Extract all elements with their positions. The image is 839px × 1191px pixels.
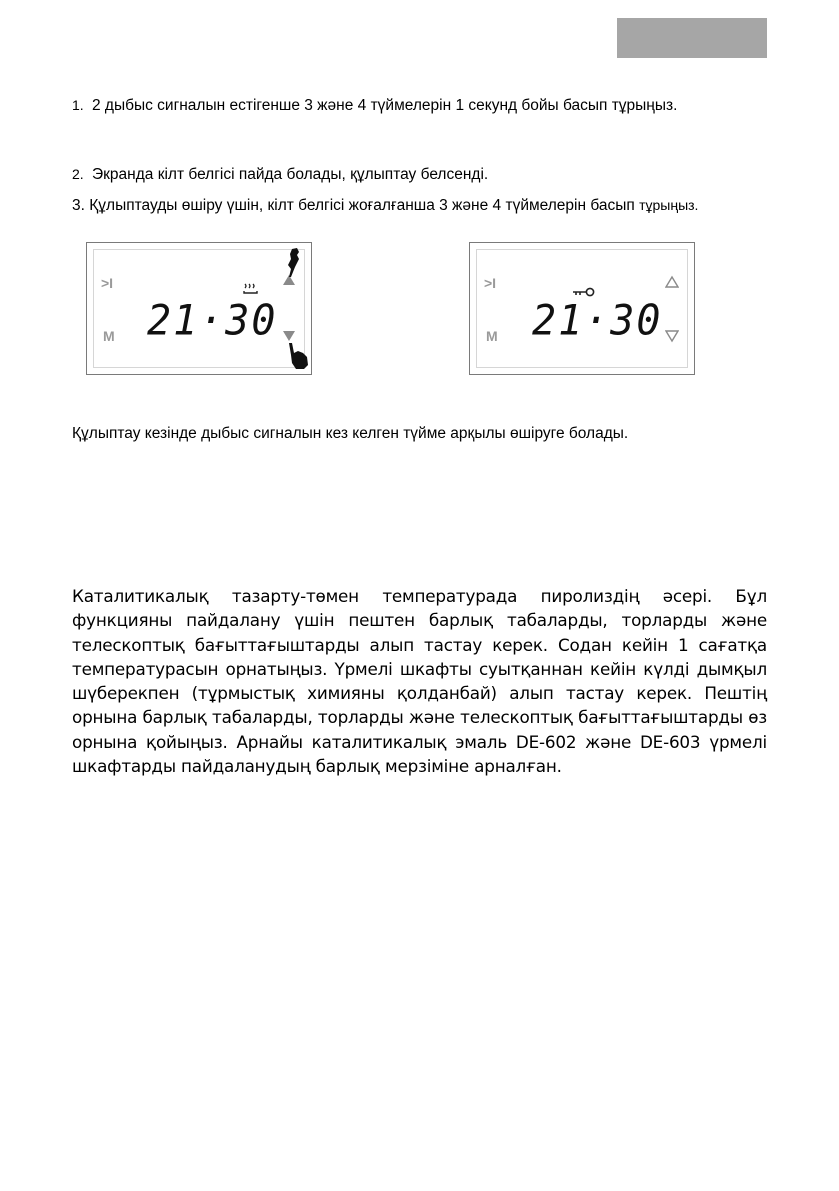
mode-label: M	[486, 328, 498, 344]
step-3-tail: тұрыңыз.	[639, 197, 699, 213]
step-1-number: 1.	[72, 97, 84, 113]
finger-press-up-icon	[280, 247, 304, 279]
heating-icon	[243, 283, 259, 295]
step-3-text: Құлыптауды өшіру үшін, кілт белгісі жоғалғанша 3 және 4 түймелерін басып	[89, 197, 635, 214]
step-1	[72, 96, 772, 115]
skip-label: >I	[101, 275, 114, 291]
step-3-number: 3.	[72, 197, 85, 214]
finger-press-down-icon	[285, 341, 311, 371]
step-2-number: 2.	[72, 166, 84, 182]
display-panel-locked	[469, 242, 695, 375]
up-arrow-icon	[665, 275, 679, 289]
mode-label: M	[103, 328, 115, 344]
step-1-text: 2 дыбыс сигналын естігенше 3 және 4 түймелерін 1 секунд бойы басып тұрыңыз.	[92, 97, 678, 114]
catalytic-cleaning-paragraph: Каталитикалық тазарту-төмен температурада пиролиздің әсері. Бұл функцияны пайдалану үшін пештен барлық табаларды, торларды және телескоптық бағыттағыштарды алып тастау керек. Содан кейін 1 сағатқа температурасын орнатыңыз. Үрмелі шкафты суытқаннан кейін күлді дымқыл шүберекпен (тұрмыстық химияны қолданбай) алып тастау керек. Пештің орнына барлық табаларды, торларды және телескоптық бағыттағыштарды өз орнына қойыңыз. Арнайы каталитикалық эмаль DE-602 және DE-603 үрмелі шкафтарды пайдаланудың барлық мерзіміне арналған.	[72, 586, 767, 777]
time-readout: 21·30	[147, 296, 278, 346]
key-icon	[572, 287, 596, 297]
step-2	[72, 165, 772, 184]
header-tab	[617, 18, 767, 58]
step-3	[72, 196, 712, 215]
lock-note: Құлыптау кезінде дыбыс сигналын кез келген түйме арқылы өшіруге болады.	[72, 425, 629, 442]
down-arrow-icon	[665, 329, 679, 343]
step-2-text: Экранда кілт белгісі пайда болады, құлыптау белсенді.	[92, 166, 489, 183]
time-readout: 21·30	[532, 296, 663, 346]
skip-label: >I	[484, 275, 497, 291]
display-panel-locking	[86, 242, 312, 375]
